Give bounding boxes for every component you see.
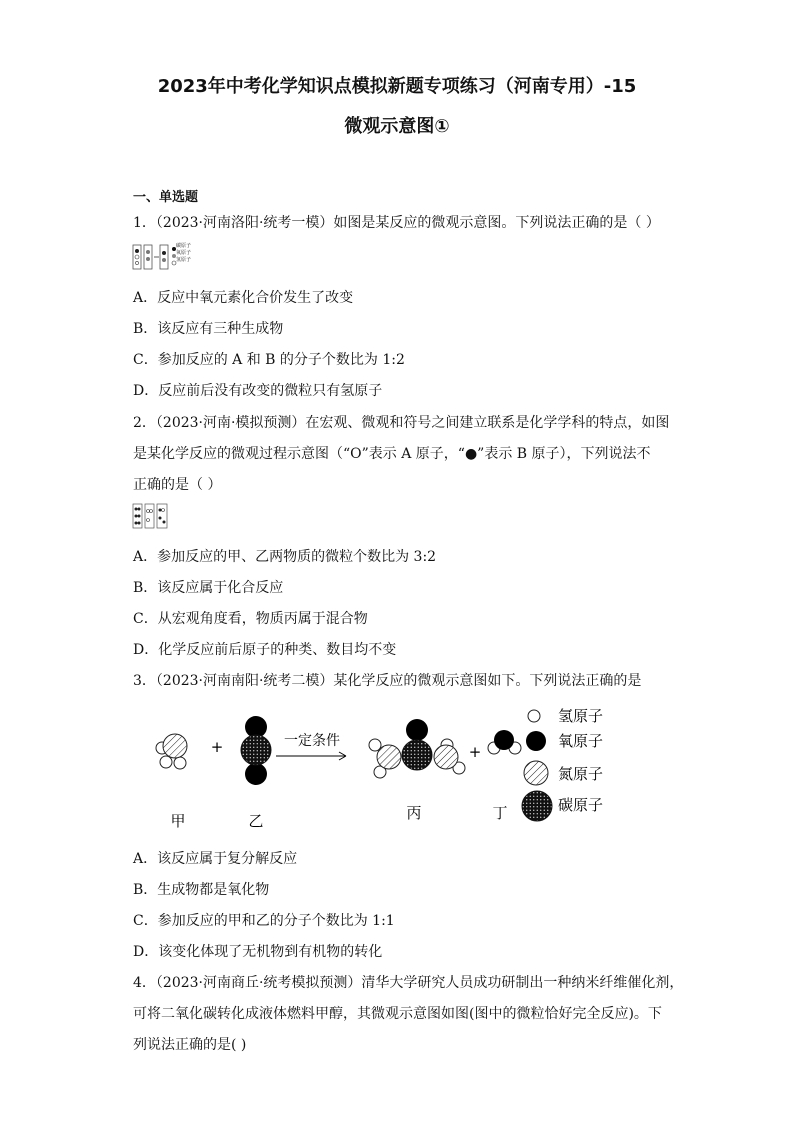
- q3-diagram: [140, 700, 620, 835]
- legend-hydrogen-symbol: [528, 710, 540, 722]
- q3-option-c: C．参加反应的甲和乙的分子个数比为 1:1: [133, 913, 395, 929]
- legend-oxygen: 氧原子: [558, 732, 604, 750]
- label-bing: 丙: [406, 804, 422, 822]
- q4-stem-line3: 列说法正确的是( ): [133, 1037, 247, 1053]
- legend-carbon: 碳原子: [558, 796, 604, 814]
- q1-stem: 1．（2023·河南洛阳·统考一模）如图是某反应的微观示意图。下列说法正确的是（ ）: [133, 215, 660, 231]
- legend-carbon-symbol: [522, 791, 552, 821]
- plus-sign-2: +: [468, 743, 482, 761]
- section-heading: 一、单选题: [133, 190, 199, 205]
- molecule-ding: [488, 730, 521, 754]
- q1-legend-hydrogen: 氢原子: [176, 257, 192, 263]
- q3-option-b: B．生成物都是氧化物: [133, 882, 270, 898]
- label-jia: 甲: [170, 812, 186, 830]
- q1-legend-carbon: 碳原子: [176, 243, 192, 249]
- q2-option-a: A．参加反应的甲、乙两物质的微粒个数比为 3:2: [133, 549, 437, 565]
- page-subtitle: 微观示意图①: [344, 116, 450, 137]
- q4-stem-line2: 可将二氧化碳转化成液体燃料甲醇，其微观示意图如图(图中的微粒恰好完全反应)。下: [133, 1006, 662, 1022]
- q2-diagram: [132, 503, 168, 529]
- q2-stem-line2: 是某化学反应的微观过程示意图（“O”表示 A 原子，“●”表示 B 原子），下列说法不: [133, 446, 651, 462]
- legend-hydrogen: 氢原子: [558, 707, 604, 725]
- q2-stem-line1: 2．（2023·河南·模拟预测）在宏观、微观和符号之间建立联系是化学学科的特点，如图: [133, 415, 670, 431]
- q2-option-b: B．该反应属于化合反应: [133, 580, 284, 596]
- molecule-yi: [241, 716, 271, 785]
- q1-legend-oxygen: 氧原子: [176, 250, 192, 256]
- plus-sign-1: +: [210, 738, 224, 756]
- q2-stem-line3: 正确的是（ ）: [133, 477, 222, 493]
- legend-nitrogen: 氮原子: [558, 765, 604, 783]
- legend-oxygen-symbol: [526, 731, 546, 751]
- q1-option-b: B．该反应有三种生成物: [133, 321, 284, 337]
- q4-stem-line1: 4．（2023·河南商丘·统考模拟预测）清华大学研究人员成功研制出一种纳米纤维催化剂，: [133, 975, 684, 991]
- molecule-bing: [369, 719, 465, 778]
- q1-option-a: A．反应中氧元素化合价发生了改变: [133, 290, 354, 306]
- page-title: 2023年中考化学知识点模拟新题专项练习（河南专用）-15: [157, 76, 637, 97]
- q2-option-d: D．化学反应前后原子的种类、数目均不变: [133, 642, 397, 658]
- q1-diagram: [132, 243, 202, 273]
- q1-option-d: D．反应前后没有改变的微粒只有氢原子: [133, 383, 383, 399]
- reaction-condition: 一定条件: [284, 733, 340, 749]
- q3-stem: 3．（2023·河南南阳·统考二模）某化学反应的微观示意图如下。下列说法正确的是: [133, 673, 642, 689]
- label-ding: 丁: [492, 804, 508, 822]
- legend-nitrogen-symbol: [524, 761, 548, 785]
- q1-option-c: C．参加反应的 A 和 B 的分子个数比为 1:2: [133, 352, 405, 368]
- q2-option-c: C．从宏观角度看，物质丙属于混合物: [133, 611, 368, 627]
- q3-option-d: D．该变化体现了无机物到有机物的转化: [133, 944, 383, 960]
- q3-option-a: A．该反应属于复分解反应: [133, 851, 298, 867]
- label-yi: 乙: [248, 812, 264, 830]
- molecule-jia: [156, 734, 187, 769]
